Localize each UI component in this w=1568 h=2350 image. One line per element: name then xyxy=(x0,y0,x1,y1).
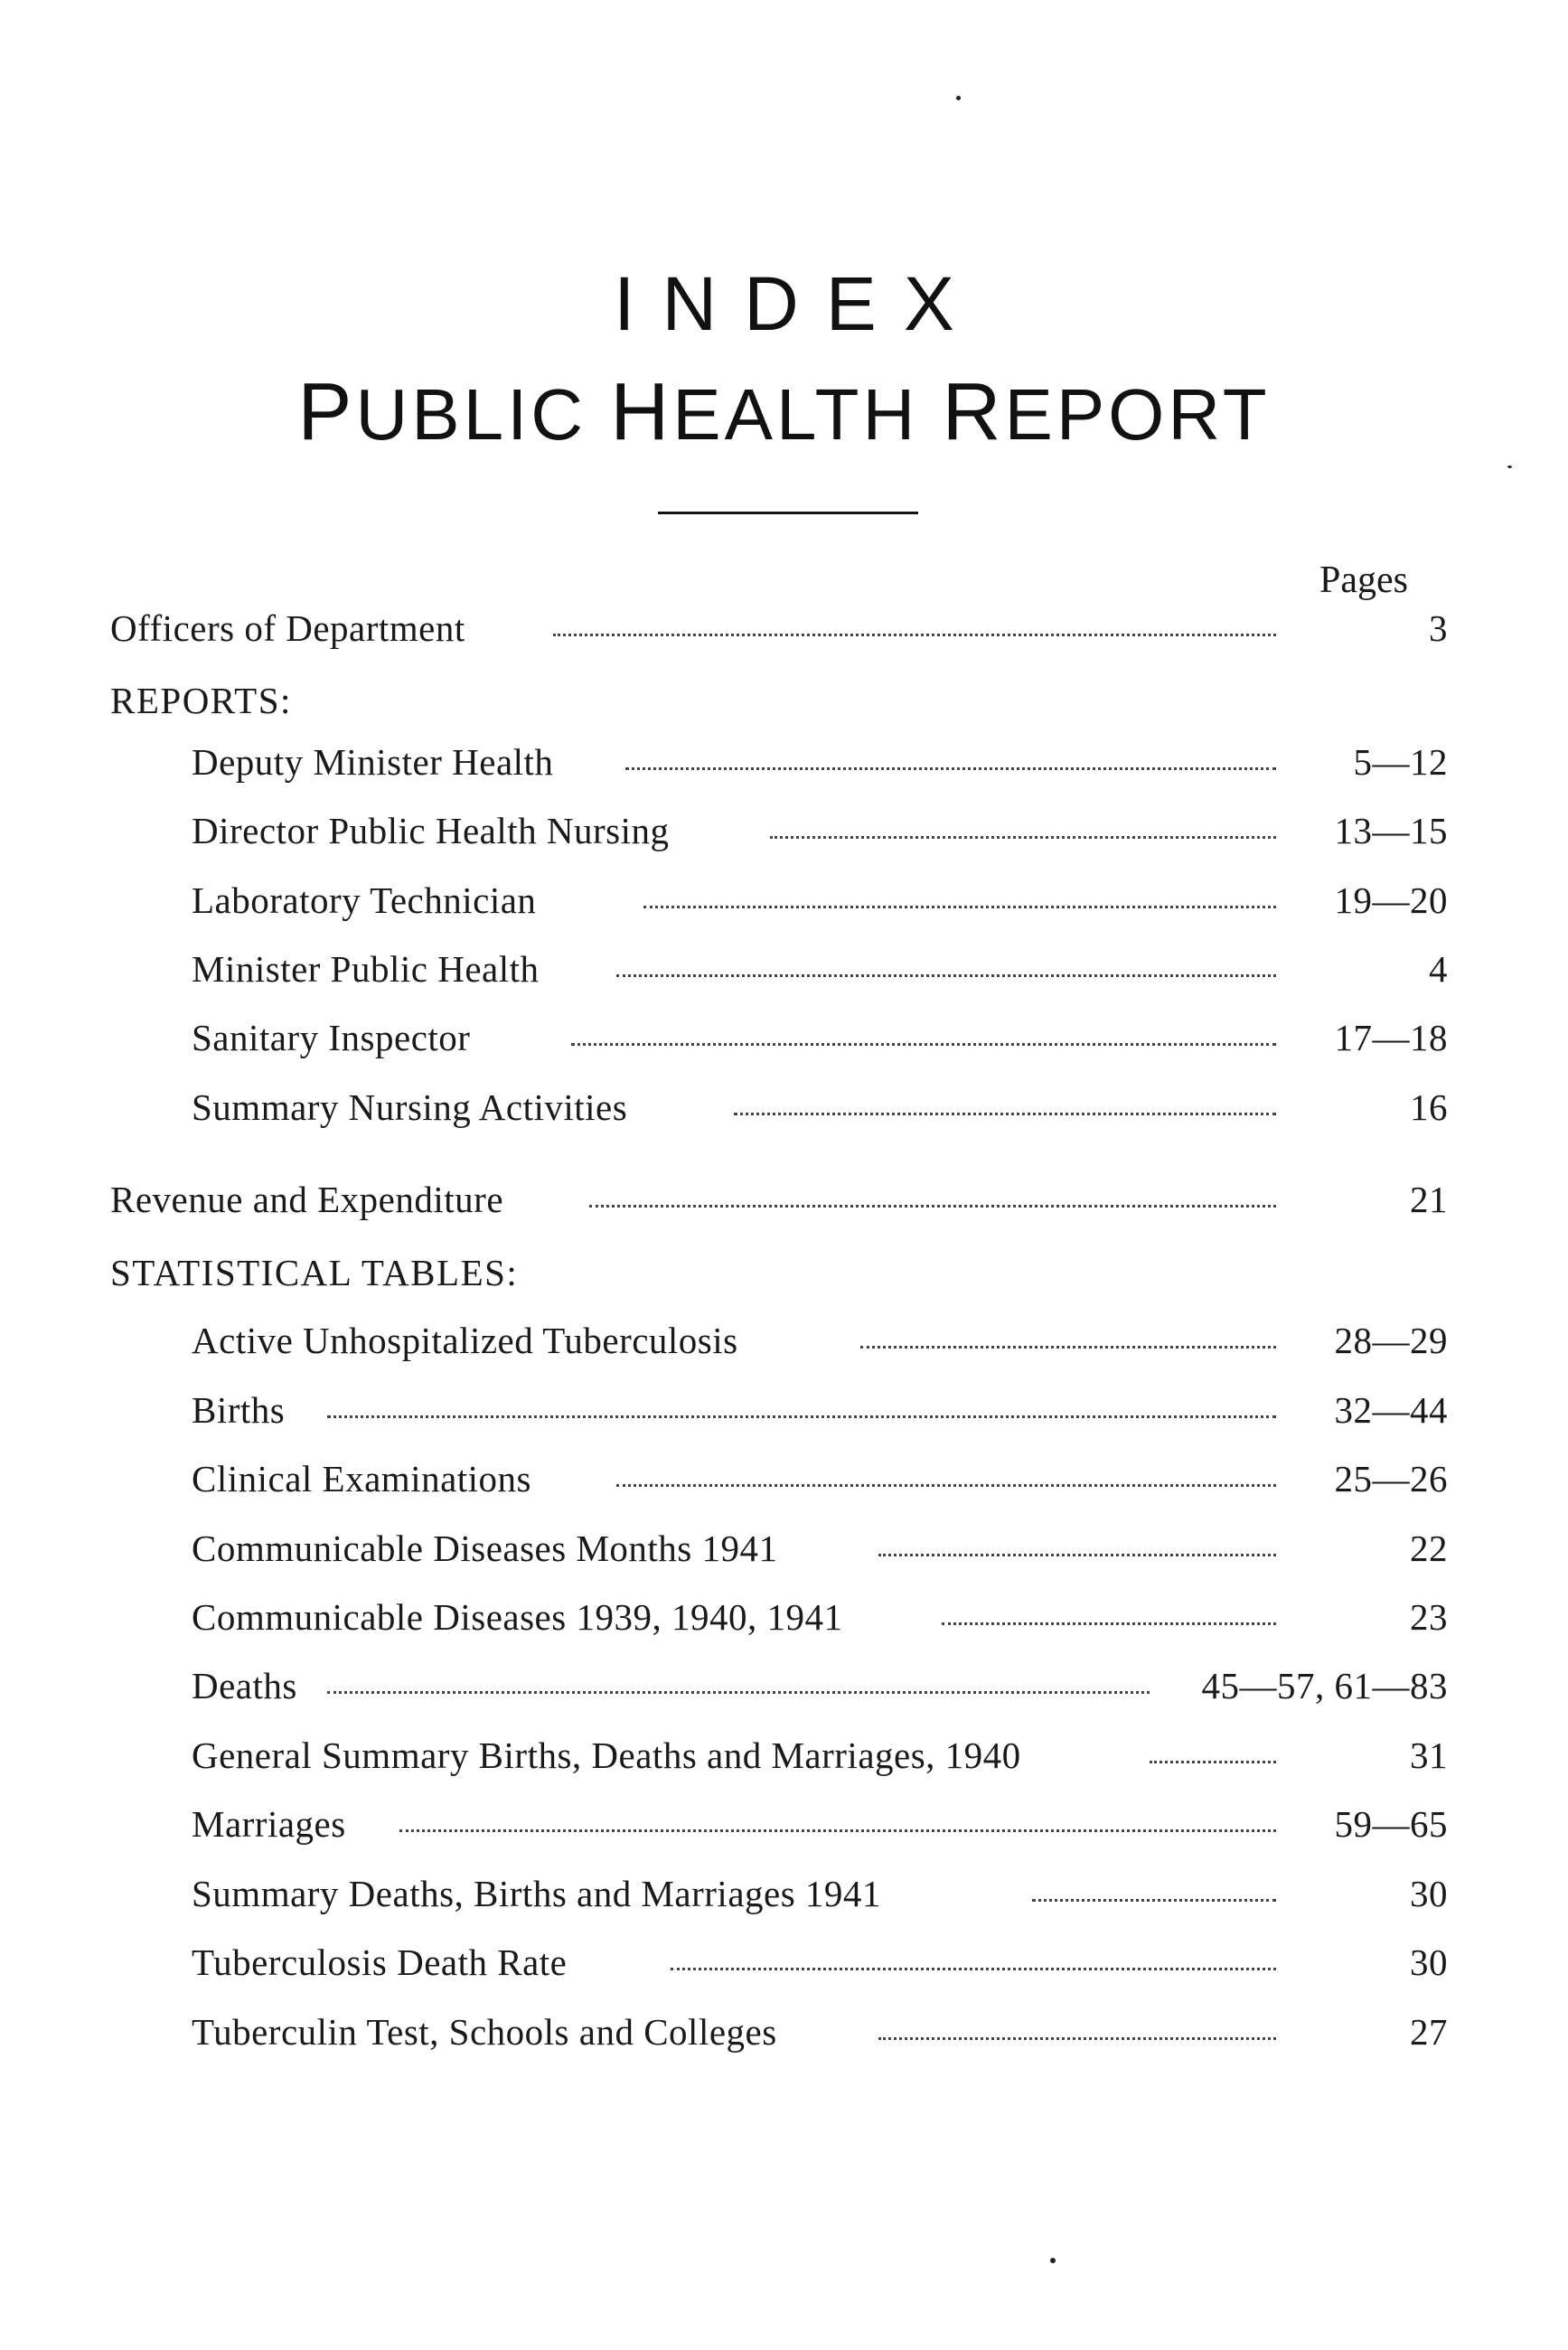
entry-page: 30 xyxy=(1410,1873,1448,1914)
entry-label: Officers of Department xyxy=(110,606,478,651)
entry-label: Active Unhospitalized Tuberculosis xyxy=(192,1318,751,1363)
title-word-public: PUBLIC xyxy=(297,367,587,457)
entry-label: Tuberculosis Death Rate xyxy=(192,1940,579,1985)
entry-page: 5—12 xyxy=(1353,741,1448,783)
entry-page: 30 xyxy=(1410,1941,1448,1983)
title-word-report: REPORT xyxy=(942,367,1271,457)
scan-speck xyxy=(1050,2258,1056,2263)
entry-label: Communicable Diseases Months 1941 xyxy=(192,1526,791,1571)
entry-page: 45—57, 61—83 xyxy=(1201,1665,1448,1706)
dot-leader xyxy=(616,974,1276,977)
entry-page: 22 xyxy=(1410,1528,1448,1569)
entry-page: 59—65 xyxy=(1334,1803,1448,1845)
dot-leader xyxy=(878,2037,1276,2040)
entry-page: 31 xyxy=(1410,1734,1448,1776)
index-entry-sanitary-inspector xyxy=(192,1015,1448,1060)
entry-page: 4 xyxy=(1429,948,1448,990)
dot-leader xyxy=(878,1554,1276,1556)
entry-page: 21 xyxy=(1410,1179,1448,1220)
dot-leader xyxy=(327,1415,1276,1418)
dot-leader xyxy=(1150,1761,1276,1763)
entry-page: 27 xyxy=(1410,2011,1448,2053)
report-title xyxy=(0,366,1568,459)
index-entry-marriages xyxy=(192,1801,1448,1847)
scan-speck xyxy=(1507,465,1512,468)
section-heading-reports: REPORTS: xyxy=(110,680,292,721)
index-entry-summary-deaths xyxy=(192,1871,1448,1916)
entry-label: Laboratory Technician xyxy=(192,878,549,923)
dot-leader xyxy=(734,1113,1276,1115)
entry-label: Births xyxy=(192,1387,297,1433)
entry-label: Tuberculin Test, Schools and Colleges xyxy=(192,2009,790,2054)
entry-label: Deaths xyxy=(192,1663,310,1708)
entry-page: 23 xyxy=(1410,1596,1448,1638)
dot-leader xyxy=(616,1484,1276,1487)
dot-leader xyxy=(770,836,1276,839)
dot-leader xyxy=(643,906,1276,908)
index-entry-summary-nursing xyxy=(192,1085,1448,1130)
index-title: INDEX xyxy=(614,261,981,346)
entry-page: 32—44 xyxy=(1334,1389,1448,1431)
index-entry-communicable-months xyxy=(192,1526,1448,1571)
title-divider xyxy=(658,512,918,514)
entry-label: Sanitary Inspector xyxy=(192,1015,483,1060)
index-entry-tuberculosis-death-rate xyxy=(192,1940,1448,1985)
dot-leader xyxy=(589,1205,1276,1208)
entry-page: 19—20 xyxy=(1334,879,1448,921)
entry-page: 16 xyxy=(1410,1086,1448,1128)
title-word-health: HEALTH xyxy=(610,367,919,457)
section-heading-statistical: STATISTICAL TABLES: xyxy=(110,1252,519,1293)
entry-label: General Summary Births, Deaths and Marriages, 1940 xyxy=(192,1733,1034,1778)
entry-label: Clinical Examinations xyxy=(192,1456,544,1501)
index-entry-tuberculin-test xyxy=(192,2009,1448,2054)
index-entry-laboratory-technician xyxy=(192,878,1448,923)
dot-leader xyxy=(553,634,1276,636)
index-entry-active-tuberculosis xyxy=(192,1318,1448,1363)
dot-leader xyxy=(671,1968,1276,1970)
entry-page: 25—26 xyxy=(1334,1458,1448,1499)
entry-page: 13—15 xyxy=(1334,810,1448,851)
dot-leader xyxy=(860,1346,1276,1349)
pages-column-header: Pages xyxy=(1319,559,1408,601)
index-entry-minister xyxy=(192,946,1448,992)
index-entry-births xyxy=(192,1387,1448,1433)
dot-leader xyxy=(625,767,1276,770)
index-entry-officers xyxy=(110,606,1448,651)
index-entry-communicable-years xyxy=(192,1594,1448,1640)
index-entry-deputy-minister xyxy=(192,739,1448,785)
entry-label: Director Public Health Nursing xyxy=(192,808,682,853)
entry-label: Minister Public Health xyxy=(192,946,552,992)
entry-label: Summary Deaths, Births and Marriages 1941 xyxy=(192,1871,894,1916)
index-entry-deaths xyxy=(192,1663,1448,1708)
entry-page: 28—29 xyxy=(1334,1320,1448,1361)
entry-page: 3 xyxy=(1429,607,1448,649)
index-entry-director-nursing xyxy=(192,808,1448,853)
entry-label: Revenue and Expenditure xyxy=(110,1177,516,1222)
entry-page: 17—18 xyxy=(1334,1017,1448,1058)
entry-label: Deputy Minister Health xyxy=(192,739,566,785)
scan-speck xyxy=(956,96,961,100)
index-entry-revenue xyxy=(110,1177,1448,1222)
dot-leader xyxy=(327,1691,1150,1694)
index-entry-clinical-examinations xyxy=(192,1456,1448,1501)
entry-label: Communicable Diseases 1939, 1940, 1941 xyxy=(192,1594,855,1640)
dot-leader xyxy=(399,1829,1276,1832)
index-entry-general-summary xyxy=(192,1733,1448,1778)
dot-leader xyxy=(1032,1899,1276,1902)
dot-leader xyxy=(942,1622,1276,1625)
dot-leader xyxy=(571,1043,1276,1046)
entry-label: Summary Nursing Activities xyxy=(192,1085,640,1130)
entry-label: Marriages xyxy=(192,1801,359,1847)
